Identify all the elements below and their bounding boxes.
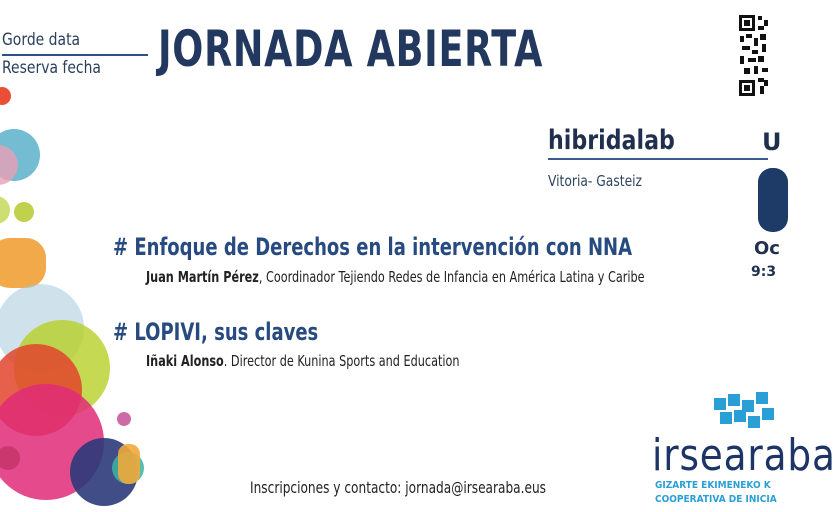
page-title: JORNADA ABIERTA xyxy=(158,20,544,78)
speaker-name-1: Juan Martín Pérez xyxy=(146,268,259,286)
decorative-circles xyxy=(0,80,140,512)
talk-speaker-2 xyxy=(146,352,460,370)
speaker-role-1: , Coordinador Tejiendo Redes de Infancia en América Latina y Caribe xyxy=(258,268,645,286)
venue-name: hibridalab xyxy=(548,125,675,156)
contact-line[interactable]: Inscripciones y contacto: jornada@irsearaba.eus xyxy=(250,478,547,497)
talk-title-1: # Enfoque de Derechos en la intervención con NNA xyxy=(113,233,633,261)
save-date-spanish: Reserva fecha xyxy=(2,58,101,78)
speaker-name-2: Iñaki Alonso xyxy=(146,352,224,370)
irsearaba-logo xyxy=(640,388,836,512)
logo-tagline-basque: GIZARTE EKIMENEKO K xyxy=(655,480,771,491)
qr-code-icon[interactable] xyxy=(738,14,768,98)
speaker-role-2: . Director de Kunina Sports and Education xyxy=(223,352,460,370)
venue-partial-letter: U xyxy=(762,128,782,156)
talk-speaker-1 xyxy=(146,268,645,286)
logo-squares-icon xyxy=(640,388,768,432)
venue-rule xyxy=(548,158,768,160)
date-badge xyxy=(758,168,788,232)
logo-tagline-spanish: COOPERATIVA DE INICIA xyxy=(655,494,777,505)
save-the-date xyxy=(2,30,148,78)
date-time: 9:3 xyxy=(751,264,777,280)
talk-title-2: # LOPIVI, sus claves xyxy=(113,318,319,346)
venue-city: Vitoria- Gasteiz xyxy=(548,172,643,190)
save-date-basque: Gorde data xyxy=(2,30,81,50)
logo-wordmark: irsearaba xyxy=(652,430,836,481)
date-month: Oc xyxy=(754,238,780,259)
save-date-rule xyxy=(2,54,148,56)
